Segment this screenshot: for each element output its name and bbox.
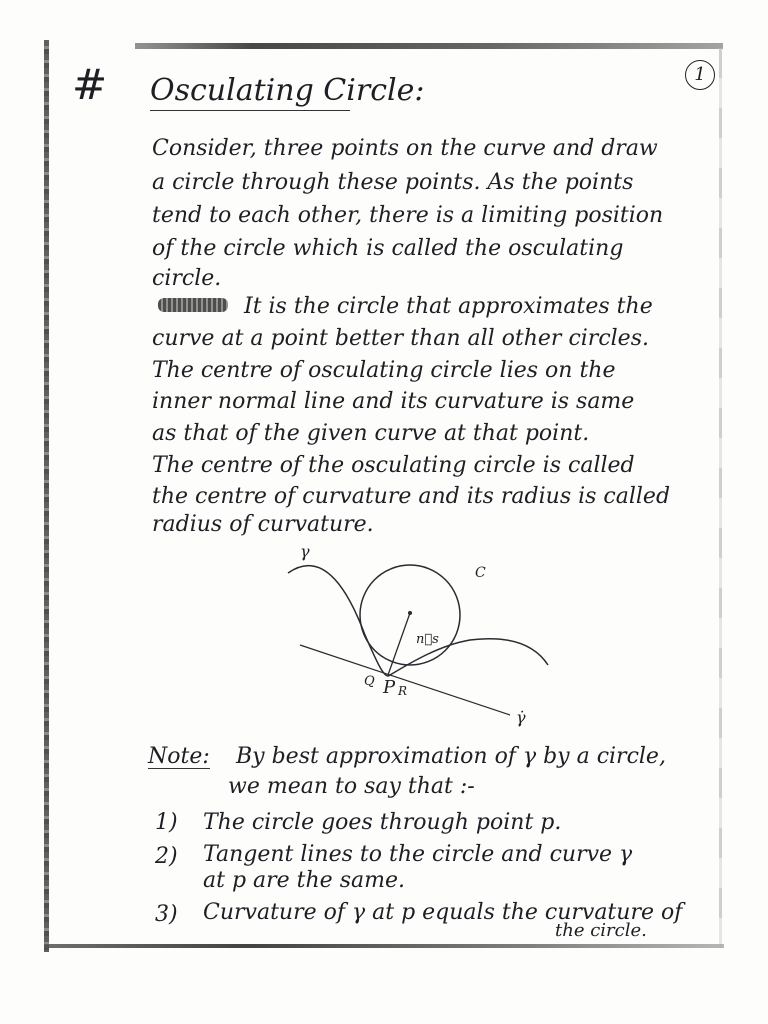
note-item-text: Tangent lines to the circle and curve γ	[203, 842, 633, 867]
label-r: R	[398, 684, 408, 698]
label-q: Q	[364, 674, 375, 689]
label-gamma: γ	[300, 542, 310, 561]
note-intro-line: we mean to say that :-	[228, 774, 475, 799]
scan-edge-bottom	[44, 944, 724, 948]
note-item-number: 2)	[155, 844, 178, 869]
note-item-text-continued: at p are the same.	[203, 868, 405, 893]
note-label: Note:	[148, 744, 210, 769]
heading-symbol: #	[72, 60, 108, 109]
curve-gamma	[288, 566, 548, 676]
note-item-text-continued: the circle.	[555, 920, 647, 941]
label-tangent-gamma-dot: γ̇	[516, 708, 526, 727]
diagram-svg	[270, 535, 570, 735]
scan-edge-top	[135, 43, 723, 49]
body-line: circle.	[152, 266, 222, 291]
crossed-out-scribble	[158, 298, 228, 312]
page-title: Osculating Circle:	[150, 73, 425, 108]
body-line: the centre of curvature and its radius is called	[152, 484, 671, 509]
body-line: The centre of the osculating circle is called	[152, 453, 635, 478]
body-line: as that of the given curve at that point.	[152, 421, 590, 446]
body-line: Consider, three points on the curve and draw	[152, 136, 658, 161]
scan-edge-left	[44, 40, 49, 952]
body-line: It is the circle that approximates the	[244, 294, 653, 319]
body-line: tend to each other, there is a limiting position	[152, 203, 664, 228]
tangent-line	[300, 645, 510, 715]
body-line: radius of curvature.	[152, 512, 374, 537]
note-intro-line: By best approximation of γ by a circle,	[236, 744, 666, 769]
body-line: The centre of osculating circle lies on the	[152, 358, 616, 383]
label-circle-c: C	[475, 565, 486, 581]
note-item-number: 1)	[155, 810, 178, 835]
note-item-number: 3)	[155, 902, 178, 927]
body-line: a circle through these points. As the points	[152, 170, 634, 195]
title-underline	[150, 110, 350, 111]
body-line: curve at a point better than all other circles.	[152, 326, 649, 351]
label-normal-ns: n⃗s	[416, 632, 439, 647]
body-line: inner normal line and its curvature is same	[152, 389, 635, 414]
note-item-text: Curvature of γ at p equals the curvature of	[203, 900, 683, 925]
body-line: of the circle which is called the osculating	[152, 236, 624, 261]
osculating-circle-diagram	[270, 535, 570, 735]
scan-edge-right	[719, 48, 722, 948]
label-p: P	[383, 677, 396, 698]
note-item-text: The circle goes through point p.	[203, 810, 562, 835]
page-number: 1	[685, 60, 715, 90]
